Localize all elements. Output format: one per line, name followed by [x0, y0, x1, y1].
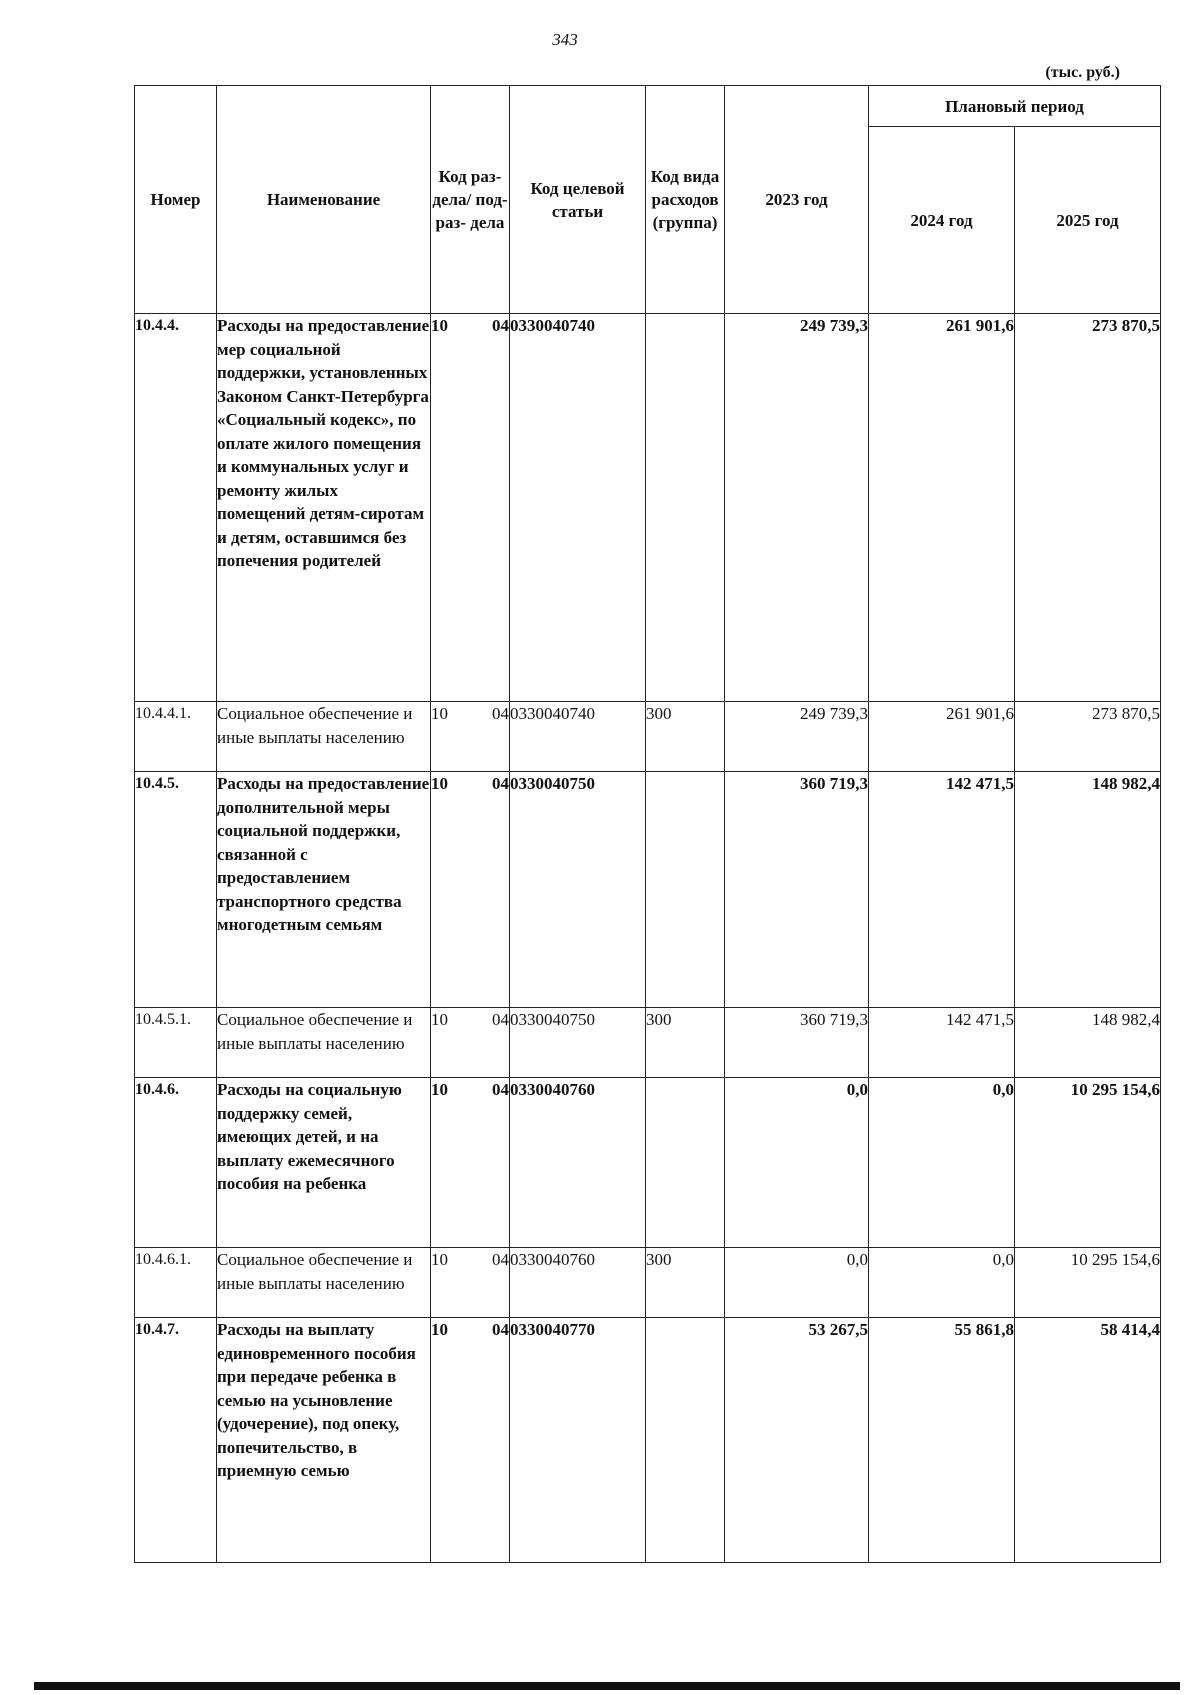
row-expense-group [646, 1318, 725, 1563]
row-section: 10 [431, 704, 448, 723]
row-target-code: 0330040740 [510, 314, 646, 702]
table-row [135, 1318, 1161, 1563]
row-number: 10.4.6.1. [135, 1248, 217, 1318]
row-section: 10 [431, 1250, 448, 1269]
row-section: 10 [431, 1080, 448, 1099]
row-amount-2023: 0,0 [725, 1248, 869, 1318]
row-expense-group: 300 [646, 1008, 725, 1078]
header-2025: 2025 год [1015, 127, 1161, 314]
row-section: 10 [431, 1010, 448, 1029]
row-section-code [431, 1078, 510, 1248]
row-section-code [431, 772, 510, 1008]
row-target-code: 0330040760 [510, 1078, 646, 1248]
row-amount-2023: 0,0 [725, 1078, 869, 1248]
units-label: (тыс. руб.) [1045, 64, 1120, 81]
row-amount-2023: 249 739,3 [725, 702, 869, 772]
row-name: Социальное обеспечение и иные выплаты населению [217, 1248, 431, 1318]
row-amount-2025: 10 295 154,6 [1015, 1248, 1161, 1318]
row-target-code: 0330040750 [510, 772, 646, 1008]
row-subsection: 04 [492, 1250, 509, 1269]
row-number: 10.4.4. [135, 314, 217, 702]
row-subsection: 04 [492, 316, 509, 335]
row-expense-group [646, 1078, 725, 1248]
header-planned-period: Плановый период [869, 86, 1161, 127]
row-section-code [431, 1008, 510, 1078]
row-subsection: 04 [492, 1010, 509, 1029]
row-subsection: 04 [492, 774, 509, 793]
row-section-code [431, 1248, 510, 1318]
header-name: Наименование [217, 86, 431, 314]
row-section-code [431, 314, 510, 702]
header-2024: 2024 год [869, 127, 1015, 314]
row-amount-2025: 148 982,4 [1015, 1008, 1161, 1078]
table-row [135, 1008, 1161, 1078]
row-name: Расходы на предоставление мер социальной поддержки, установленных Законом Санкт-Петербурга «Социальный кодекс», по оплате жилого помещения и коммунальных услуг и ремонту жилых помещений детям-сиротам и детям, оставшимся без попечения родителей [217, 314, 431, 702]
header-number: Номер [135, 86, 217, 314]
table-row [135, 314, 1161, 702]
row-expense-group [646, 772, 725, 1008]
header-2023: 2023 год [725, 86, 869, 314]
row-name: Расходы на социальную поддержку семей, имеющих детей, и на выплату ежемесячного пособия на ребенка [217, 1078, 431, 1248]
header-target-code: Код целевой статьи [510, 86, 646, 314]
row-amount-2024: 0,0 [869, 1078, 1015, 1248]
row-expense-group: 300 [646, 702, 725, 772]
row-target-code: 0330040770 [510, 1318, 646, 1563]
row-name: Социальное обеспечение и иные выплаты населению [217, 1008, 431, 1078]
row-target-code: 0330040760 [510, 1248, 646, 1318]
row-number: 10.4.7. [135, 1318, 217, 1563]
row-amount-2025: 273 870,5 [1015, 702, 1161, 772]
row-subsection: 04 [492, 1320, 509, 1339]
row-target-code: 0330040740 [510, 702, 646, 772]
row-amount-2025: 58 414,4 [1015, 1318, 1161, 1563]
table-row [135, 702, 1161, 772]
page-number: 343 [552, 30, 578, 49]
row-name: Расходы на предоставление дополнительной меры социальной поддержки, связанной с предоставлением транспортного средства многодетным семьям [217, 772, 431, 1008]
row-amount-2025: 273 870,5 [1015, 314, 1161, 702]
row-expense-group [646, 314, 725, 702]
row-section: 10 [431, 316, 448, 335]
header-expense-code: Код вида расходов (группа) [646, 86, 725, 314]
row-number: 10.4.6. [135, 1078, 217, 1248]
scan-edge-bar [34, 1682, 1180, 1690]
table-body [135, 314, 1161, 1563]
row-subsection: 04 [492, 704, 509, 723]
row-section-code [431, 702, 510, 772]
row-expense-group: 300 [646, 1248, 725, 1318]
row-target-code: 0330040750 [510, 1008, 646, 1078]
row-amount-2024: 55 861,8 [869, 1318, 1015, 1563]
header-row-1 [135, 86, 1161, 127]
row-amount-2023: 53 267,5 [725, 1318, 869, 1563]
row-name: Расходы на выплату единовременного пособия при передаче ребенка в семью на усыновление (удочерение), под опеку, попечительство, в приемную семью [217, 1318, 431, 1563]
row-amount-2024: 142 471,5 [869, 772, 1015, 1008]
row-section: 10 [431, 1320, 448, 1339]
row-name: Социальное обеспечение и иные выплаты населению [217, 702, 431, 772]
row-amount-2023: 249 739,3 [725, 314, 869, 702]
row-amount-2024: 0,0 [869, 1248, 1015, 1318]
row-number: 10.4.5. [135, 772, 217, 1008]
row-amount-2025: 148 982,4 [1015, 772, 1161, 1008]
table-row [135, 1248, 1161, 1318]
row-amount-2024: 261 901,6 [869, 314, 1015, 702]
budget-table [134, 85, 1161, 1563]
row-amount-2024: 142 471,5 [869, 1008, 1015, 1078]
row-number: 10.4.4.1. [135, 702, 217, 772]
row-amount-2025: 10 295 154,6 [1015, 1078, 1161, 1248]
row-amount-2023: 360 719,3 [725, 1008, 869, 1078]
row-subsection: 04 [492, 1080, 509, 1099]
header-section-code: Код раз- дела/ под- раз- дела [431, 86, 510, 314]
table-row [135, 1078, 1161, 1248]
row-section-code [431, 1318, 510, 1563]
row-amount-2023: 360 719,3 [725, 772, 869, 1008]
row-section: 10 [431, 774, 448, 793]
row-amount-2024: 261 901,6 [869, 702, 1015, 772]
table-row [135, 772, 1161, 1008]
row-number: 10.4.5.1. [135, 1008, 217, 1078]
